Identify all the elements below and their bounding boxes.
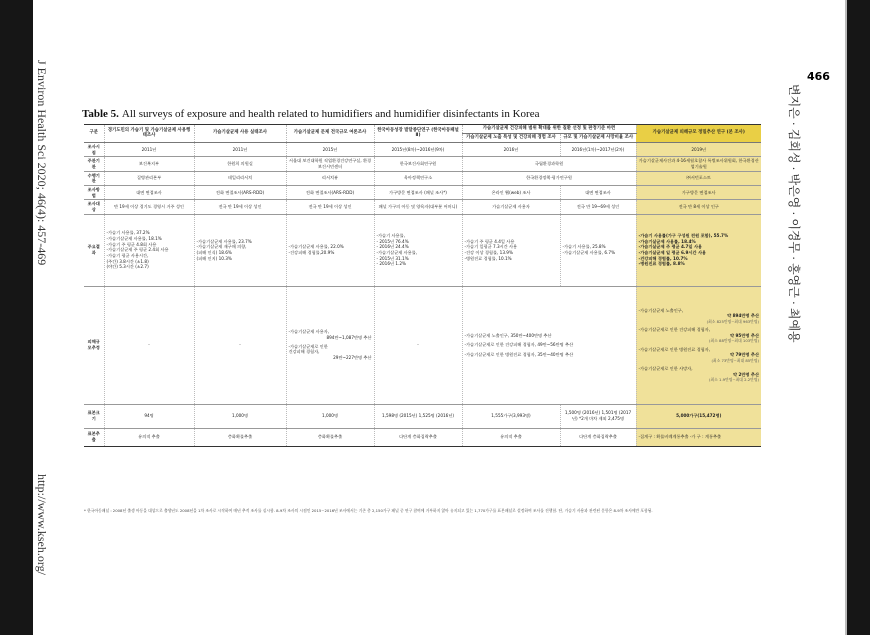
table-title bbox=[82, 108, 539, 120]
damage-range: (최소 88만명~최대 103만명) bbox=[709, 338, 759, 344]
row-label: 조사시점 bbox=[84, 142, 104, 156]
table-cell: 서울대 보건대학원 직업환경건강연구실, 환경보건시민센터 bbox=[286, 157, 374, 171]
header-col56-group: 가습기살균제 건강피해 범위 확대를 위한 질환 선정 및 판정기준 마련 bbox=[462, 125, 636, 134]
row-sample-size bbox=[84, 404, 761, 428]
row-survey-target bbox=[84, 200, 761, 214]
result-line: -가습기 주 평균 4.8회 사용 bbox=[106, 241, 157, 247]
table-cell: 1,500명 (2016년) 1,501명 (2017년) *2개 마차 제외 2,475명 bbox=[560, 404, 636, 428]
table-cell: 층화확률추출 bbox=[194, 428, 286, 446]
table-cell: 1,555가구(3,993명) bbox=[462, 404, 560, 428]
header-col5: 가습기살균제 노출 특성 및 건강피해 경험 조사 bbox=[462, 133, 560, 142]
result-line: -건강 이상 경험률, 13.9% bbox=[464, 250, 513, 256]
result-line: -가습기 사용률(가구 구성원 전원 포함), 55.7% bbox=[638, 233, 729, 239]
table-cell: 다단계 층화집락추출 bbox=[560, 428, 636, 446]
row-label: 주요결과 bbox=[84, 214, 104, 286]
table-cell: 2019년 bbox=[636, 142, 761, 156]
table-cell bbox=[194, 214, 286, 286]
author-line: 변지은 · 김회성 · 박은영 · 이경무 · 홍영근 · 최예용 bbox=[787, 84, 801, 343]
result-line: -가습기 주 평균 4.4일 사용 bbox=[464, 238, 515, 244]
table-cell: -집계구 : 확률비례계통추출 -가 구 : 계통추출 bbox=[636, 428, 761, 446]
table-cell: 만 19세 이상 경기도 경영시 거주 성인 bbox=[104, 200, 194, 214]
table-footnote: * 한국아동패널 : 2008년 출생 아동을 대상으로 출생년도 2008년을 1차 조사로 시작하여 매년 추적 조사를 실시함. 8-9차 조사의 시점인 2015~2016년 조사에서는 기존 총 2,150가구 패널 중 연구 참여에 거부하지 않아 유지되고 있는 1,770가구를 표본패널로 설정하여 조사를 진행함. 단, 가습기 사용과 관련된 문항은 8-9차 조사에만 포함됨. bbox=[84, 508, 653, 513]
table-cell: ㈜서던포스트 bbox=[636, 171, 761, 185]
header-col1: 경기도민의 가습기 및 가습기살균제 사용행태조사 bbox=[104, 125, 194, 143]
table-cell: 2015년 bbox=[286, 142, 374, 156]
damage-line: -가습기살균제로 인한 건강피해 경험자, 49만~56만명 추산 bbox=[464, 342, 574, 348]
result-line: -건강피해 경험률,20.9% bbox=[288, 250, 335, 256]
result-line: -가습기살균제 일 평균 6.9시간 사용 bbox=[638, 250, 707, 256]
table-cell: 유의적 추출 bbox=[462, 428, 560, 446]
result-line: - 2016년 1.2% bbox=[376, 261, 407, 267]
header-row-1 bbox=[84, 125, 761, 134]
damage-range: (최소 825만명~최대 963만명) bbox=[706, 319, 759, 324]
table-cell: 1,000명 bbox=[286, 404, 374, 428]
table-cell bbox=[462, 214, 560, 286]
result-line: -가습기살균제 재구매 의향, bbox=[196, 244, 247, 250]
table-cell: 육아정책연구소 bbox=[374, 171, 462, 185]
table-cell: 전국 만 19~69세 성인 bbox=[560, 200, 636, 214]
table-cell: 질병관리본부 bbox=[104, 171, 194, 185]
table-cell: - bbox=[194, 286, 286, 404]
result-line: -가습기살균제 주 평균 4.7일 사용 bbox=[638, 244, 703, 250]
table-cell bbox=[104, 214, 194, 286]
result-line: -가습기 평균 사용시간, bbox=[106, 252, 149, 258]
result-line: -병원진료 경험률, 10.1% bbox=[464, 255, 512, 261]
journal-citation: J Environ Health Sci 2020; 46(4): 457-469 bbox=[35, 60, 49, 266]
damage-line: -가습기살균제 노출인구, bbox=[638, 307, 684, 313]
table-cell: 한국보건사회연구원 bbox=[374, 157, 462, 171]
header-col4: 한국아동성장 발달종단연구 (한국아동패널 Ⅱ) bbox=[374, 125, 462, 143]
row-label: 조사방법 bbox=[84, 185, 104, 199]
result-line: -가습기살균제 주 평균 2.4회 사용 bbox=[106, 247, 169, 253]
table-cell: 1,598명 (2015년) 1,525명 (2016년) bbox=[374, 404, 462, 428]
damage-line: 29만~227만명 추산 bbox=[333, 355, 372, 361]
table-cell: 94명 bbox=[104, 404, 194, 428]
table-cell: 대면 면접조사 bbox=[104, 185, 194, 199]
table-cell: 전국 만 19세 이상 성인 bbox=[286, 200, 374, 214]
table-cell: 1,000명 bbox=[194, 404, 286, 428]
damage-line: -가습기살균제 사용자, bbox=[288, 329, 330, 335]
damage-line: -가습기살균제로 인한 건강피해 경험자, bbox=[638, 327, 711, 333]
result-line: -가습기살균제 사용률, 6.7% bbox=[562, 250, 616, 256]
table-cell: 가구방문 면접조사 bbox=[636, 185, 761, 199]
damage-line: -가습기살균제로 인한 병원진료 경험자, 35만~40만명 추산 bbox=[464, 351, 574, 357]
table-cell: 유의적 추출 bbox=[104, 428, 194, 446]
damage-range: (최소 1.9만명~최대 2.2만명) bbox=[709, 377, 759, 383]
row-lead-agency bbox=[84, 157, 761, 171]
table-cell: 온라인 웹(web) 조사 bbox=[462, 185, 560, 199]
survey-table bbox=[84, 124, 761, 447]
table-cell: 2016년(1차)~2017년(2차) bbox=[560, 142, 636, 156]
header-corner: 구분 bbox=[84, 125, 104, 143]
result-line: -가습기 사용률, bbox=[376, 233, 405, 239]
table-cell: 다단계 층화집락추출 bbox=[374, 428, 462, 446]
result-line: - 2015년 76.4% bbox=[376, 238, 409, 244]
table-cell: 데일리리서치 bbox=[194, 171, 286, 185]
result-line: -가습기살균제 사용률, 23.7% bbox=[196, 238, 252, 244]
table-cell: 전화 면접조사(ARS-RDD) bbox=[194, 185, 286, 199]
table-cell: 가습기살균제 사용자 bbox=[462, 200, 560, 214]
row-label: 수행기관 bbox=[84, 171, 104, 185]
row-survey-period bbox=[84, 142, 761, 156]
table-cell: 한원희 의원실 bbox=[194, 157, 286, 171]
table-cell bbox=[286, 286, 374, 404]
page-number: 466 bbox=[807, 70, 830, 83]
result-line: -건강피해 경험률, 10.7% bbox=[638, 255, 688, 261]
table-cell bbox=[374, 214, 462, 286]
damage-value: 약 95만명 추산 bbox=[730, 332, 759, 338]
table-cell bbox=[286, 214, 374, 286]
damage-line: -가습기살균제 노출인구, 350만~400만명 추산 bbox=[464, 332, 552, 338]
header-col6: 규모 및 가습기살균제 사망비율 조사 bbox=[560, 133, 636, 142]
table-cell: 대면 면접조사 bbox=[560, 185, 636, 199]
damage-line: 894만~1,087만명 추산 bbox=[326, 335, 372, 341]
table-cell: 층화확률추출 bbox=[286, 428, 374, 446]
table-cell: 2011년 bbox=[104, 142, 194, 156]
table-cell: 가습기살균제사건과 4-16세월호참사 특별조사위원회, 한국환경산업기술원 bbox=[636, 157, 761, 171]
document-page bbox=[33, 0, 847, 635]
row-label: 피해규모추정 bbox=[84, 286, 104, 404]
journal-url[interactable]: http://www.kseh.org/ bbox=[35, 474, 49, 575]
damage-range: (최소 73만명~최대 85만명) bbox=[711, 357, 759, 363]
table-cell: 전국 만 19세 이상 성인 bbox=[194, 200, 286, 214]
damage-value: 약 2만명 추산 bbox=[732, 371, 759, 377]
result-line: -가습기 사용률, 37.2% bbox=[106, 230, 150, 236]
result-line: -가습기 사용률, 25.8% bbox=[562, 244, 606, 250]
row-label: 표본크기 bbox=[84, 404, 104, 428]
result-line: (피해 인식) 18.6% bbox=[196, 250, 232, 256]
damage-value: 약 894만명 추산 bbox=[727, 313, 759, 319]
row-survey-method bbox=[84, 185, 761, 199]
result-line: -가습기살균제 사용률, 18.4% bbox=[638, 238, 696, 244]
row-label: 주관기관 bbox=[84, 157, 104, 171]
header-col7: 가습기살균제 피해규모 정밀추산 연구 (본 조사) bbox=[636, 125, 761, 143]
table-cell: 2016년 bbox=[462, 142, 560, 156]
result-line: (피해 인지) 10.3% bbox=[196, 255, 232, 261]
table-cell bbox=[560, 214, 636, 286]
table-cell bbox=[636, 286, 761, 404]
header-col3: 가습기살균제 문제 전국규모 여론조사 bbox=[286, 125, 374, 143]
table-cell: 5,000가구(15,472명) bbox=[636, 404, 761, 428]
table-cell: - bbox=[104, 286, 194, 404]
result-line: (야간) 5.3시간 (±2.7) bbox=[106, 264, 149, 270]
row-damage-estimate bbox=[84, 286, 761, 404]
damage-line: -가습기살균제로 인한 병원진료 경험자, bbox=[638, 346, 711, 352]
table-title-text: All surveys of exposure and health related to humidifiers and humidifier disinfectants in Korea bbox=[121, 108, 540, 120]
result-line: -가습기살균제 사용률, bbox=[376, 250, 418, 256]
table-cell: 2011년 bbox=[194, 142, 286, 156]
table-cell: 가구방문 면접조사 (패널 조사*) bbox=[374, 185, 462, 199]
table-cell: 한국환경정책·평가연구원 bbox=[462, 171, 636, 185]
table-cell bbox=[462, 286, 636, 404]
table-cell: 2015년(8차)~2016년(9차) bbox=[374, 142, 462, 156]
result-line: -병원진료 경험률, 8.8% bbox=[638, 261, 685, 267]
row-main-results bbox=[84, 214, 761, 286]
row-label: 표본추출 bbox=[84, 428, 104, 446]
table-cell bbox=[636, 214, 761, 286]
result-line: - 2016년 24.4% bbox=[376, 244, 409, 250]
damage-line: -가습기살균제로 인한 bbox=[288, 343, 328, 349]
table-cell: 국립환경과학원 bbox=[462, 157, 636, 171]
table-cell: 리서치뷰 bbox=[286, 171, 374, 185]
result-line: -가습기살균제 사용률, 18.1% bbox=[106, 235, 162, 241]
damage-line: -가습기살균제로 인한 사망자, bbox=[638, 366, 693, 372]
row-executing-agency bbox=[84, 171, 761, 185]
row-label: 조사대상 bbox=[84, 200, 104, 214]
table-cell: 패널 가구의 아동 및 양육자(대부분 어머니) bbox=[374, 200, 462, 214]
damage-line: 건강피해 경험자, bbox=[288, 349, 320, 355]
table-title-label: Table 5. bbox=[82, 108, 119, 120]
result-line: -가습기 일평균 7.3시간 사용 bbox=[464, 244, 518, 250]
table-cell: 전국 만 8세 이상 인구 bbox=[636, 200, 761, 214]
row-sampling bbox=[84, 428, 761, 446]
result-line: (주간) 3.8시간 (±1.8) bbox=[106, 258, 149, 264]
table-cell: 전화 면접조사(ARS-RDD) bbox=[286, 185, 374, 199]
result-line: -가습기살균제 사용률, 22.0% bbox=[288, 244, 344, 250]
table-cell: 보건복지부 bbox=[104, 157, 194, 171]
result-line: - 2015년 31.1% bbox=[376, 255, 409, 261]
table-cell: - bbox=[374, 286, 462, 404]
damage-value: 약 79만명 추산 bbox=[730, 352, 759, 358]
header-col2: 가습기살균제 사용 실태조사 bbox=[194, 125, 286, 143]
